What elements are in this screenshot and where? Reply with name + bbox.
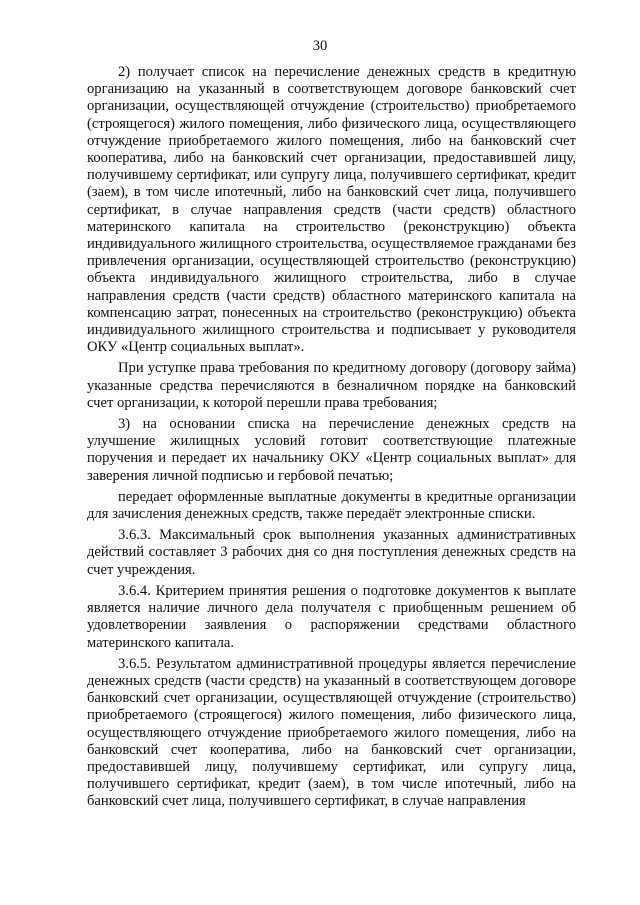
paragraph-3-6-4: 3.6.4. Критерием принятия решения о подготовке документов к выплате является наличие личного дела получателя с приобщенным решением об удовлетворении заявления о распоряжении средствами областного материнского капитала. (87, 582, 576, 651)
paragraph-3-6-3: 3.6.3. Максимальный срок выполнения указанных административных действий составляет 3 рабочих дня со дня поступления денежных средств на счет учреждения. (87, 527, 576, 578)
paragraph-3-6-5: 3.6.5. Результатом административной процедуры является перечисление денежных средств (части средств) на указанный в соответствующем договоре банковский счет организации, осуществляющей отчуждение (строительство) приобретаемого (строящегося) жилого помещения, либо физического лица, осуществляющего отчуждение приобретаемого жилого помещения, либо на банковский счет кооператива, либо на банковский счет организации, предоставившей лицу, получившему сертификат, или супругу лица, получившего сертификат, кредит (заем), в том числе ипотечный, либо на банковский счет лица, получившего сертификат, в случае направления (87, 655, 576, 810)
paragraph-assignment-of-claim: При уступке права требования по кредитному договору (договору займа) указанные средства перечисляются в безналичном порядке на банковский счет организации, к которой перешли права требования; (87, 360, 576, 411)
paragraph-item-3-payment-orders: 3) на основании списка на перечисление денежных средств на улучшение жилищных условий готовит соответствующие платежные поручения и передает их начальнику ОКУ «Центр социальных выплат» для заверения личной подписью и гербовой печатью; (87, 416, 576, 484)
paragraph-item-2-list: 2) получает список на перечисление денежных средств в кредитную организацию на указанный в соответствующем договоре банковский счет организации, осуществляющей отчуждение (строительство) приобретаемого (строящегося) жилого помещения, либо физического лица, осуществляющего отчуждение приобретаемого жилого помещения, либо на банковский счет кооператива, либо на банковский счет организации, предоставившей лицу, получившему сертификат, или супругу лица, получившего сертификат, кредит (заем), в том числе ипотечный, либо на банковский счет лица, получившего сертификат, в случае направления средств (части средств) областного материнского капитала на строительство (реконструкцию) объекта индивидуального жилищного строительства, осуществляемое гражданами без привлечения организации, осуществляющей строительство (реконструкцию) объекта индивидуального жилищного строительства, либо в случае направления средств (части средств) областного материнского капитала на компенсацию затрат, понесенных на строительство (реконструкцию) объекта индивидуального жилищного строительства и подписывает у руководителя ОКУ «Центр социальных выплат». (87, 64, 576, 356)
paragraph-transfer-documents: передает оформленные выплатные документы в кредитные организации для зачисления денежных средств, также передаёт электронные списки. (87, 488, 576, 523)
page-number: 30 (312, 38, 328, 54)
document-body (87, 64, 576, 811)
